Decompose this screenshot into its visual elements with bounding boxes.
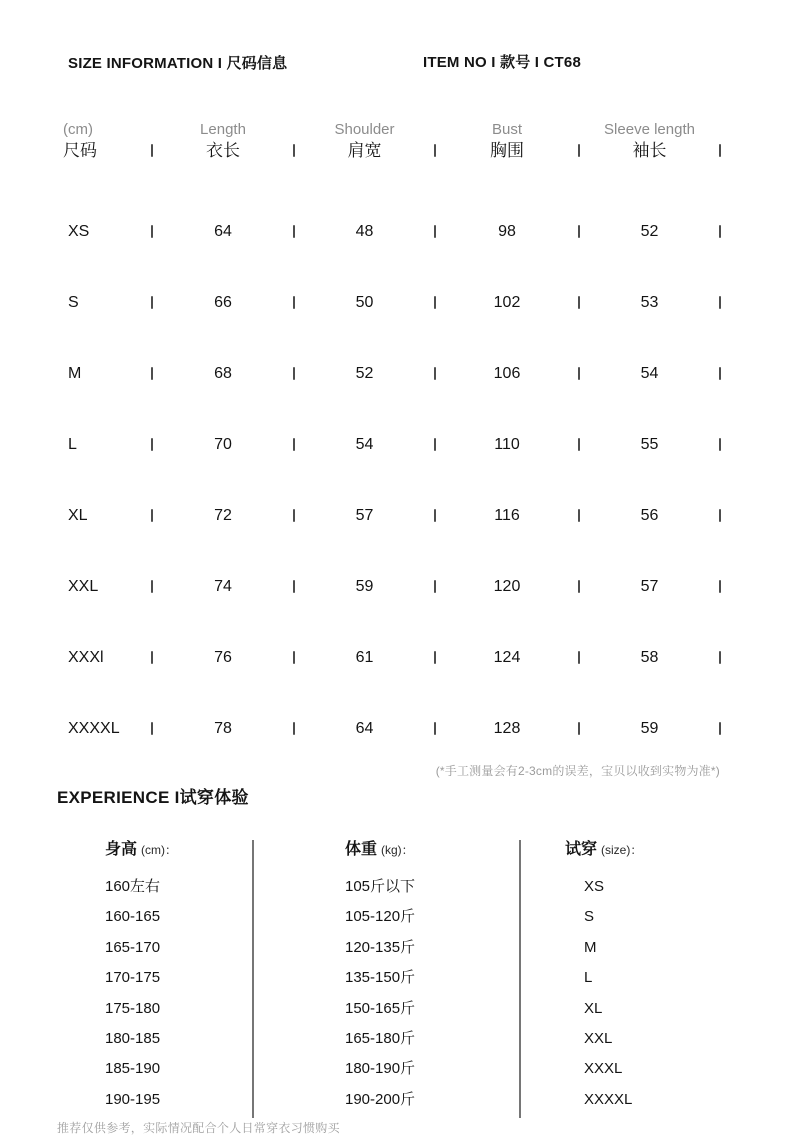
list-item: XXXL (584, 1060, 623, 1078)
shoulder-value: 54 (355, 435, 374, 453)
column-separator (719, 722, 721, 735)
list-item: 175-180 (105, 999, 161, 1017)
list-item: 180-190斤 (345, 1060, 416, 1078)
list-item: 120-135斤 (345, 938, 416, 956)
bust-value: 110 (494, 435, 520, 453)
bust-value: 102 (493, 293, 521, 311)
column-header-zh: 尺码 (63, 141, 97, 160)
experience-table (0, 832, 790, 1124)
list-item: S (584, 908, 595, 926)
list-item: 190-200斤 (345, 1090, 416, 1108)
size-table-header (60, 120, 721, 162)
list-item: M (584, 938, 597, 956)
list-item: 105-120斤 (345, 908, 416, 926)
fit-size-column (584, 872, 632, 1115)
measurement-note: (*手工测量会有2-3cm的误差，宝贝以收到实物为准*) (435, 764, 720, 778)
height-label: 身高 (105, 841, 138, 858)
length-value: 64 (214, 222, 232, 240)
sleeve-value: 58 (640, 648, 659, 666)
sleeve-value: 52 (640, 222, 659, 240)
column-header-en: Shoulder (334, 121, 395, 138)
list-item: 165-180斤 (345, 1029, 416, 1047)
table-row (60, 267, 721, 338)
length-value: 74 (214, 577, 232, 595)
column-header-en: Length (200, 121, 246, 138)
column-header-en: Bust (491, 121, 522, 138)
column-header-zh: 肩宽 (347, 141, 382, 160)
list-item: 160-165 (105, 908, 161, 926)
list-item: 160左右 (105, 878, 161, 895)
column-header-en: Sleeve length (604, 121, 695, 138)
sleeve-value: 54 (640, 364, 659, 382)
item-number: ITEM NO I 款号 I CT68 (423, 54, 581, 71)
bust-value: 120 (493, 577, 521, 595)
table-row (60, 622, 721, 693)
sleeve-value: 56 (640, 506, 659, 524)
table-row (60, 338, 721, 409)
list-item: 190-195 (105, 1090, 161, 1108)
length-value: 70 (214, 435, 232, 453)
length-value: 68 (214, 364, 232, 382)
column-separator (719, 144, 721, 157)
column-header-length (153, 120, 293, 162)
table-row (60, 551, 721, 622)
size-label: S (68, 293, 79, 311)
weight-column (345, 872, 415, 1115)
shoulder-value: 59 (355, 577, 374, 595)
column-header-zh: 衣长 (206, 141, 240, 160)
size-label: XS (68, 222, 90, 240)
column-separator (719, 367, 721, 380)
column-header-bust (436, 120, 578, 162)
table-row (60, 409, 721, 480)
column-header-size (60, 120, 151, 162)
column-header-en: (cm) (63, 121, 93, 138)
column-separator (719, 296, 721, 309)
list-item: XL (584, 999, 603, 1017)
table-row (60, 480, 721, 551)
column-header-sleeve (580, 120, 719, 162)
table-row (60, 693, 721, 764)
list-item: 180-185 (105, 1029, 161, 1047)
length-value: 66 (214, 293, 232, 311)
list-item: 185-190 (105, 1060, 161, 1078)
weight-unit: (kg)： (381, 843, 414, 857)
list-item: 165-170 (105, 938, 161, 956)
size-label: M (68, 364, 82, 382)
column-header-zh: 袖长 (632, 141, 667, 160)
weight-label: 体重 (345, 841, 378, 858)
experience-heading: EXPERIENCE I试穿体验 (57, 788, 249, 807)
shoulder-value: 61 (355, 648, 374, 666)
list-item: XXL (584, 1029, 613, 1047)
list-item: 170-175 (105, 969, 161, 987)
sleeve-value: 57 (640, 577, 659, 595)
size-label: XL (68, 506, 88, 524)
shoulder-value: 57 (355, 506, 374, 524)
column-separator (719, 225, 721, 238)
sleeve-value: 55 (640, 435, 659, 453)
shoulder-value: 48 (355, 222, 374, 240)
length-value: 72 (214, 506, 232, 524)
bust-value: 106 (493, 364, 521, 382)
bust-value: 128 (493, 719, 521, 737)
height-column-header (105, 836, 177, 859)
list-item: 135-150斤 (345, 969, 416, 987)
bust-value: 98 (498, 222, 516, 240)
column-header-zh: 胸围 (490, 141, 524, 160)
height-unit: (cm)： (141, 843, 178, 857)
length-value: 76 (214, 648, 232, 666)
table-row (60, 196, 721, 267)
list-item: XS (584, 878, 605, 895)
bust-value: 116 (494, 506, 520, 524)
size-label: L (68, 435, 77, 453)
list-item: 105斤以下 (345, 878, 416, 895)
disclaimer-text: 推荐仅供参考，实际情况配合个人日常穿衣习惯购买 (57, 1121, 340, 1135)
vertical-divider (252, 840, 254, 1118)
size-label: XXXl (68, 648, 104, 666)
column-header-shoulder (295, 120, 434, 162)
column-separator (719, 509, 721, 522)
sleeve-value: 59 (640, 719, 659, 737)
shoulder-value: 50 (355, 293, 374, 311)
list-item: XXXXL (584, 1090, 633, 1108)
fit-size-unit: (size)： (601, 843, 643, 857)
height-column (105, 872, 160, 1115)
column-separator (719, 438, 721, 451)
sleeve-value: 53 (640, 293, 659, 311)
size-table-body (60, 196, 721, 764)
bust-value: 124 (493, 648, 521, 666)
size-label: XXXXL (68, 719, 120, 737)
vertical-divider (519, 840, 521, 1118)
column-separator (719, 580, 721, 593)
shoulder-value: 64 (355, 719, 374, 737)
list-item: 150-165斤 (345, 999, 416, 1017)
size-label: XXL (68, 577, 99, 595)
weight-column-header (345, 836, 414, 859)
size-column-header (565, 836, 642, 859)
list-item: L (584, 969, 593, 987)
column-separator (719, 651, 721, 664)
page-title: SIZE INFORMATION I 尺码信息 (68, 55, 288, 72)
fit-size-label: 试穿 (565, 841, 598, 858)
length-value: 78 (214, 719, 232, 737)
shoulder-value: 52 (355, 364, 374, 382)
